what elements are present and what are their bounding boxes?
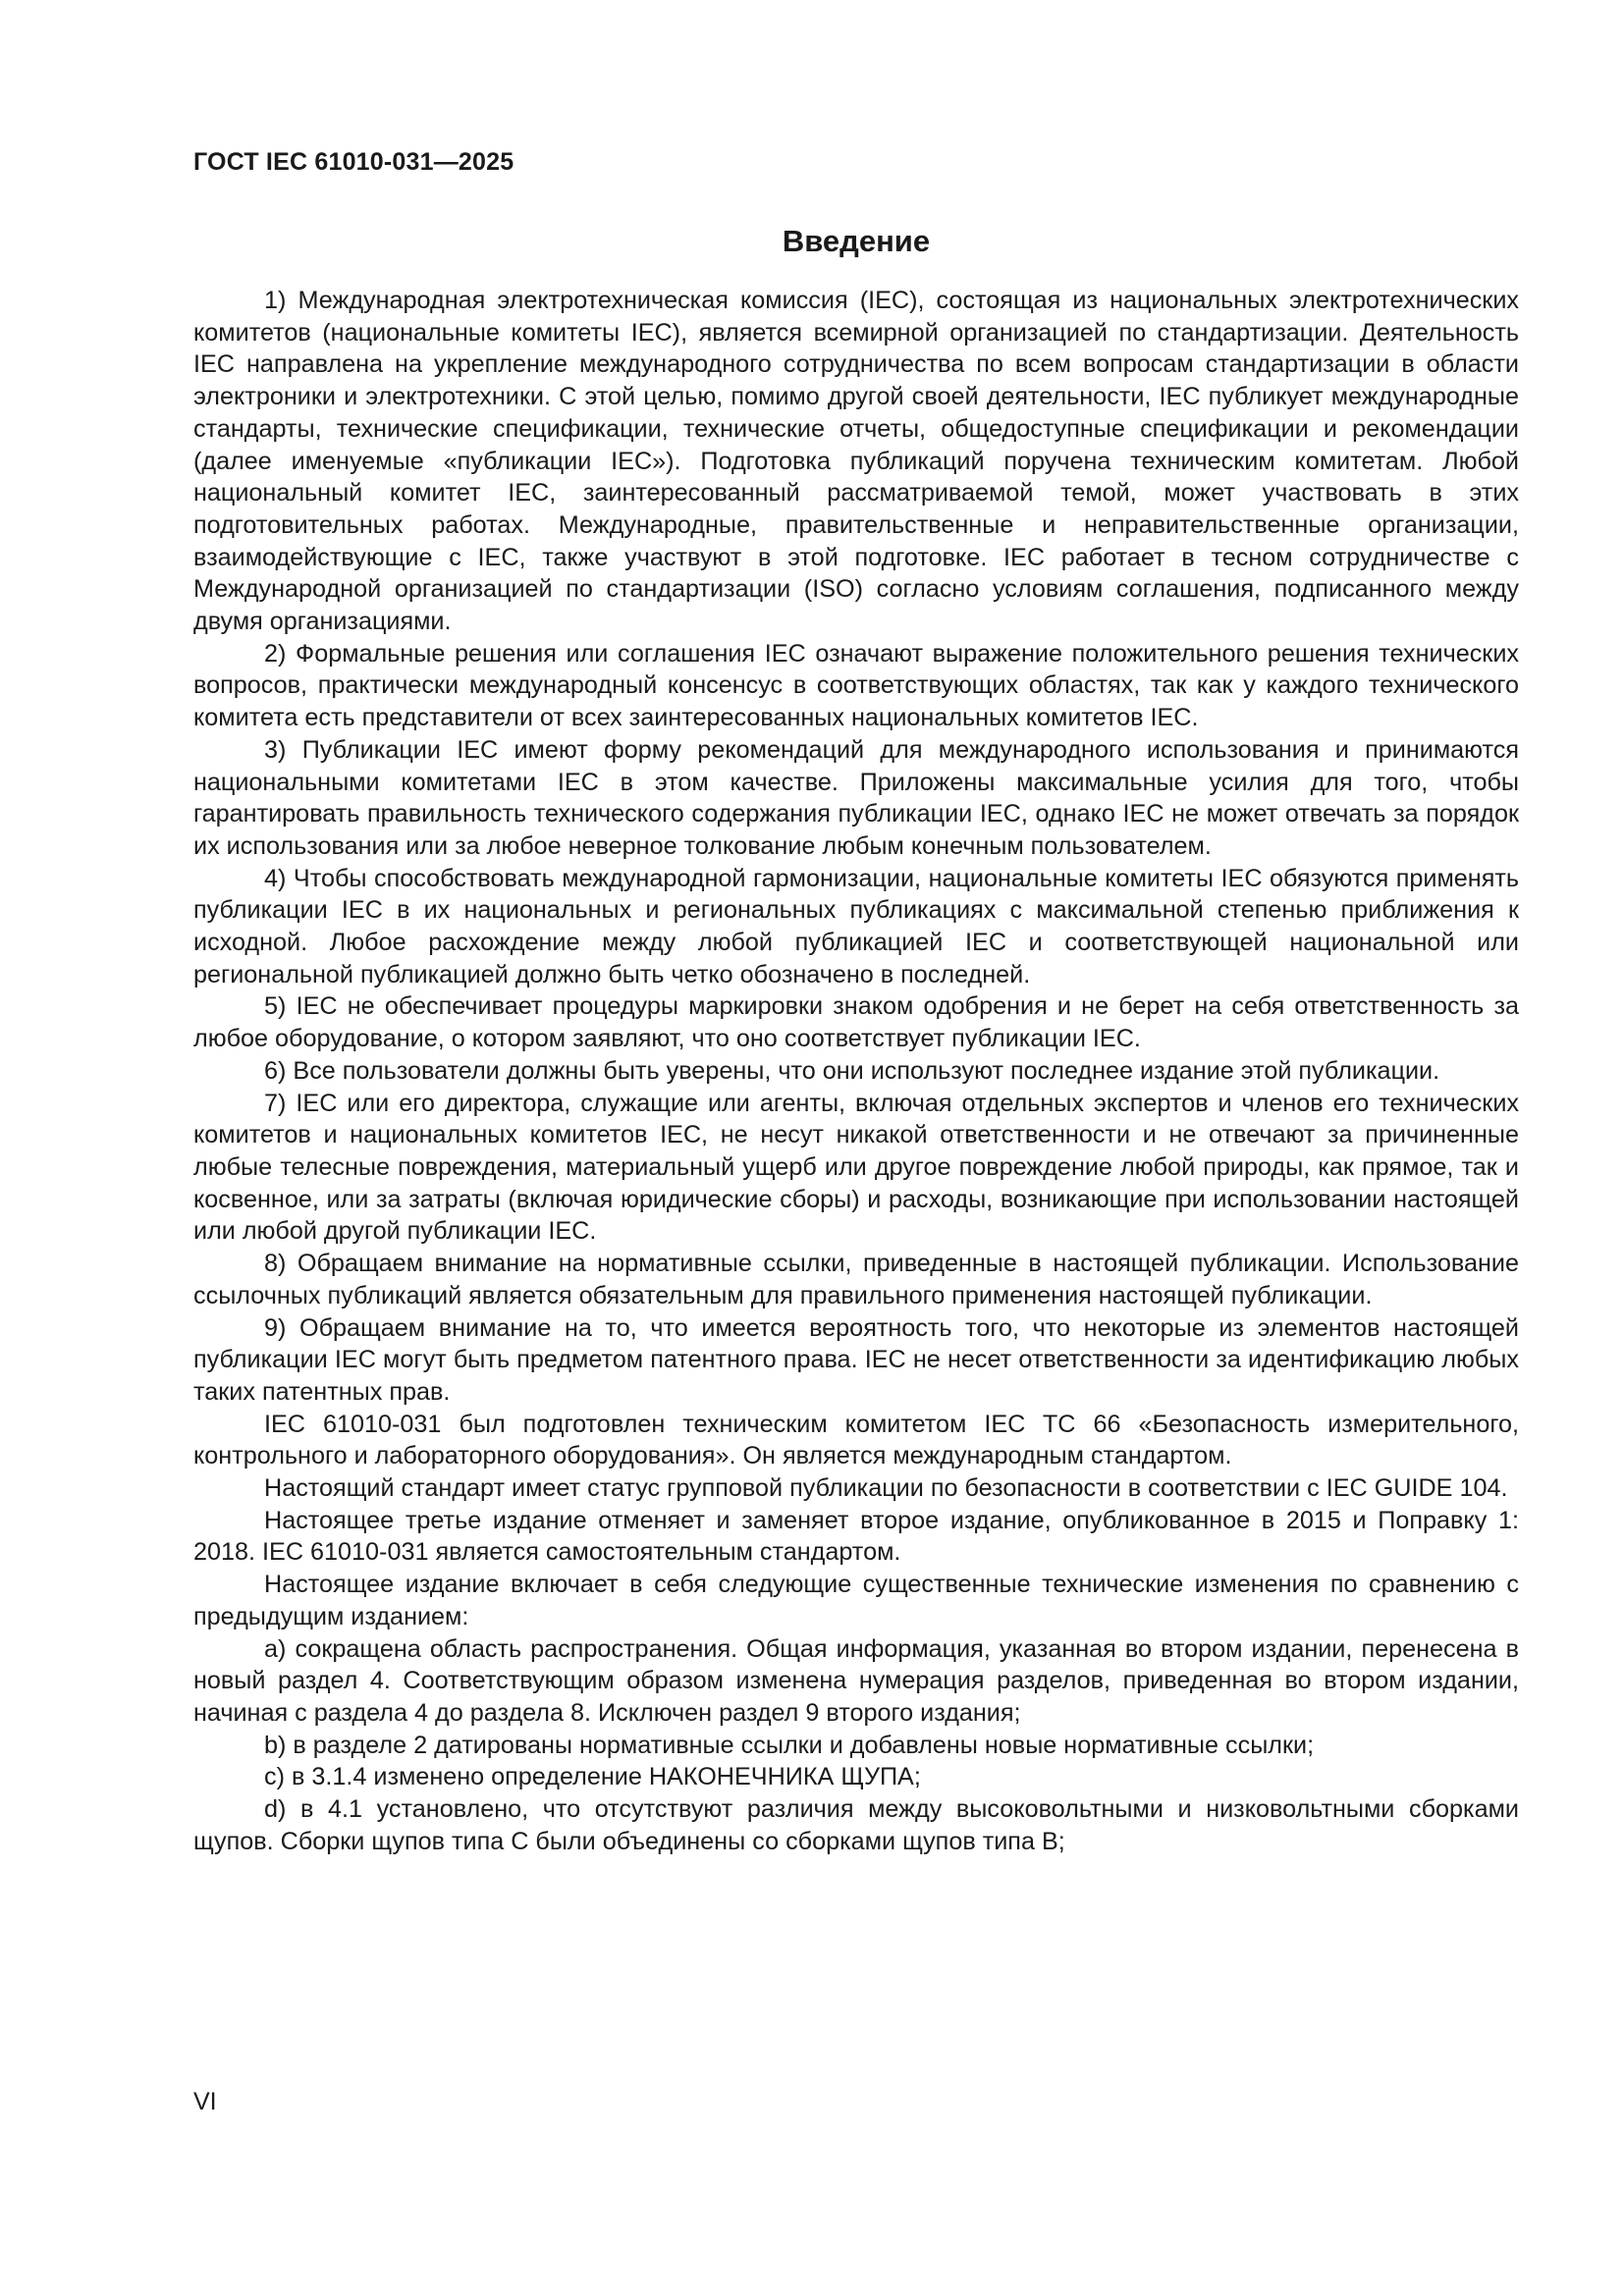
paragraph-changes-intro: Настоящее издание включает в себя следующие существенные технические изменения по сравнению с предыдущим изданием: xyxy=(193,1571,1519,1630)
paragraph-9: 9) Обращаем внимание на то, что имеется вероятность того, что некоторые из элементов настоящей публикации IEC могут быть предметом патентного права. IEC не несет ответственности за идентификацию любых таких патентных прав. xyxy=(193,1313,1519,1406)
paragraph-2: 2) Формальные решения или соглашения IEC означают выражение положительного решения технических вопросов, практически международный консенсус в соответствующих областях, так как у каждого технического комитета есть представители от всех заинтересованных национальных комитетов IEC. xyxy=(193,639,1519,732)
introduction-body xyxy=(193,285,1519,1857)
paragraph-status: Настоящий стандарт имеет статус групповой публикации по безопасности в соответствии с IEC GUIDE 104. xyxy=(264,1474,1508,1503)
paragraph-6: 6) Все пользователи должны быть уверены, что они используют последнее издание этой публикации. xyxy=(264,1056,1440,1085)
paragraph-8: 8) Обращаем внимание на нормативные ссылки, приведенные в настоящей публикации. Использование ссылочных публикаций является обязательным для правильного применения настоящей публикации. xyxy=(193,1250,1519,1309)
paragraph-5: 5) IEC не обеспечивает процедуры маркировки знаком одобрения и не берет на себя ответственность за любое оборудование, о котором заявляют, что оно соответствует публикации IEC. xyxy=(193,992,1519,1053)
section-title: Введение xyxy=(782,224,931,258)
running-header: ГОСТ IEC 61010-031—2025 xyxy=(193,148,514,176)
paragraph-preparation: IEC 61010-031 был подготовлен техническим комитетом IEC TC 66 «Безопасность измерительного, контрольного и лабораторного оборудования». Он является международным стандартом. xyxy=(193,1410,1519,1470)
change-item-c: c) в 3.1.4 изменено определение НАКОНЕЧНИКА ЩУПА; xyxy=(264,1763,921,1791)
paragraph-3: 3) Публикации IEC имеют форму рекомендаций для международного использования и принимаются национальными комитетами IEC в этом качестве. Приложены максимальные усилия для того, чтобы гарантировать правильность технического содержания публикации IEC, однако IEC не может отвечать за порядок их использования или за любое неверное толкование любым конечным пользователем. xyxy=(193,735,1519,860)
paragraph-4: 4) Чтобы способствовать международной гармонизации, национальные комитеты IEC обязуются применять публикации IEC в их национальных и региональных публикациях с максимальной степенью приближения к исходной. Любое расхождение между любой публикацией IEC и соответствующей национальной или региональной публикацией должно быть четко обозначено в последней. xyxy=(193,864,1519,988)
paragraph-7: 7) IEC или его директора, служащие или агенты, включая отдельных экспертов и членов его технических комитетов и национальных комитетов IEC, не несут никакой ответственности и не отвечают за причиненные любые телесные повреждения, материальный ущерб или другое повреждение любой природы, как прямое, так и косвенное, или за затраты (включая юридические сборы) и расходы, возникающие при использовании настоящей или любой другой публикации IEC. xyxy=(193,1089,1519,1246)
paragraph-edition: Настоящее третье издание отменяет и заменяет второе издание, опубликованное в 2015 и Поправку 1: 2018. IEC 61010-031 является самостоятельным стандартом. xyxy=(193,1506,1519,1567)
change-item-b: b) в разделе 2 датированы нормативные ссылки и добавлены новые нормативные ссылки; xyxy=(264,1731,1315,1759)
page-number: VI xyxy=(193,2088,217,2115)
change-item-d: d) в 4.1 установлено, что отсутствуют различия между высоковольтными и низковольтными сборками щупов. Сборки щупов типа C были объединены со сборками щупов типа B; xyxy=(193,1795,1519,1855)
paragraph-1: 1) Международная электротехническая комиссия (IEC), состоящая из национальных электротехнических комитетов (национальные комитеты IEC), является всемирной организацией по стандартизации. Деятельность IEC направлена на укрепление международного сотрудничества по всем вопросам стандартизации в области электроники и электротехники. С этой целью, помимо другой своей деятельности, IEC публикует международные стандарты, технические спецификации, технические отчеты, общедоступные спецификации и рекомендации (далее именуемые «публикации IEC»). Подготовка публикаций поручена техническим комитетам. Любой национальный комитет IEC, заинтересованный рассматриваемой темой, может участвовать в этих подготовительных работах. Международные, правительственные и неправительственные организации, взаимодействующие с IEC, также участвуют в этой подготовке. IEC работает в тесном сотрудничестве с Международной организацией по стандартизации (ISO) согласно условиям соглашения, подписанного между двумя организациями. xyxy=(193,287,1519,636)
change-item-a: a) сокращена область распространения. Общая информация, указанная во втором издании, перенесена в новый раздел 4. Соответствующим образом изменена нумерация разделов, приведенная во втором издании, начиная с раздела 4 до раздела 8. Исключен раздел 9 второго издания; xyxy=(193,1634,1519,1727)
